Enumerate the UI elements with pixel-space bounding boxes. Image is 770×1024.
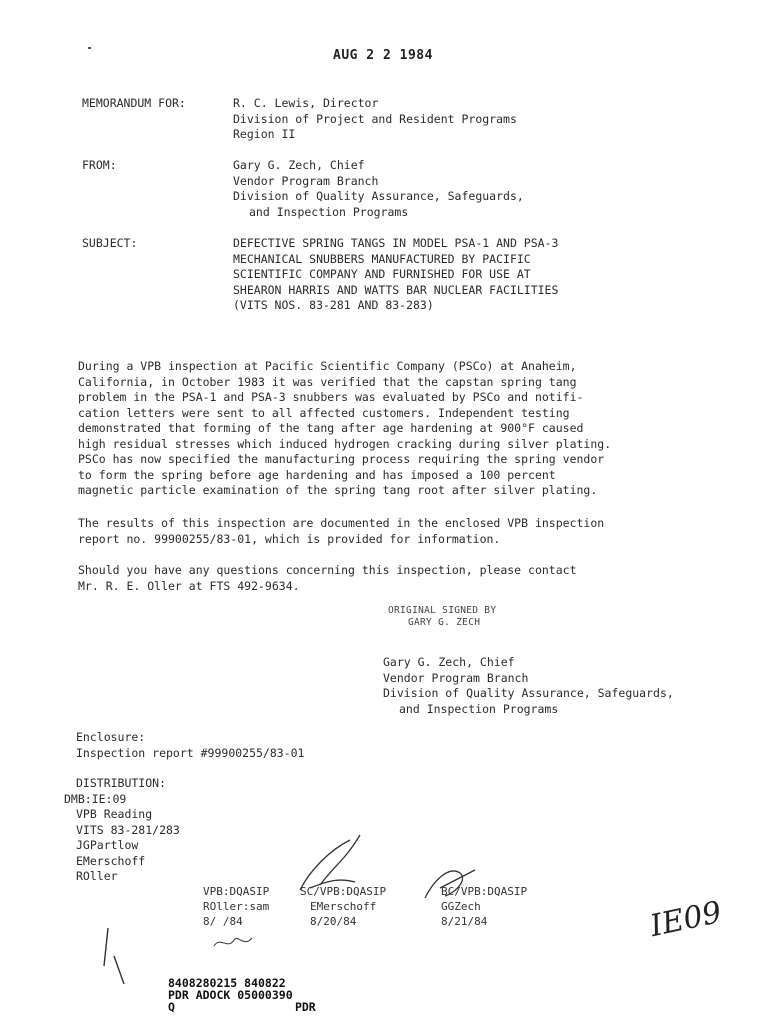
signature-line: Division of Quality Assurance, Safeguards, — [383, 686, 674, 700]
date-stamp: AUG 2 2 1984 — [333, 48, 433, 63]
concurrence-name: ROller:sam — [203, 900, 270, 913]
concurrence-office: BC/VPB:DQASIP — [441, 885, 528, 898]
subject-label: SUBJECT: — [82, 236, 138, 250]
distribution-item: VITS 83-281/283 — [76, 822, 180, 837]
subject-line: SCIENTIFIC COMPANY AND FURNISHED FOR USE AT — [233, 267, 531, 281]
accession-block — [168, 977, 316, 1013]
memo-for-label: MEMORANDUM FOR: — [82, 96, 186, 110]
signature-line: Vendor Program Branch — [383, 670, 529, 685]
body-line: California, in October 1983 it was verified that the capstan spring tang — [78, 374, 577, 389]
initials-scribble-zech — [420, 858, 490, 908]
body-line: Should you have any questions concerning this inspection, please contact — [78, 563, 577, 577]
accession-q: Q — [168, 1000, 175, 1014]
distribution-block — [64, 776, 180, 885]
scan-speck — [88, 47, 91, 49]
concurrence-block — [203, 884, 269, 929]
original-signed-stamp — [388, 605, 496, 629]
from-line: and Inspection Programs — [249, 204, 409, 219]
memo-for-line: R. C. Lewis, Director — [233, 96, 379, 110]
body-line: Mr. R. E. Oller at FTS 492-9634. — [78, 578, 300, 593]
body-line: PSCo has now specified the manufacturing process requiring the spring vendor — [78, 452, 605, 466]
memo-for-line: Region II — [233, 127, 296, 141]
subject-block — [233, 236, 558, 314]
from-line: Division of Quality Assurance, Safeguards, — [233, 189, 524, 203]
accession-pdr: PDR — [294, 1000, 316, 1014]
body-line: demonstrated that forming of the tang after age hardening at 900°F caused — [78, 421, 584, 435]
enclosure-label: Enclosure: — [76, 730, 146, 744]
signature-line: Gary G. Zech, Chief — [383, 655, 515, 669]
subject-line: SHEARON HARRIS AND WATTS BAR NUCLEAR FACILITIES — [233, 282, 559, 297]
concurrence-date: 8/21/84 — [441, 915, 488, 928]
body-line: The results of this inspection are documented in the enclosed VPB inspection — [78, 516, 605, 530]
body-line: During a VPB inspection at Pacific Scientific Company (PSCo) at Anaheim, — [78, 359, 577, 373]
enclosure-block — [76, 730, 304, 761]
accession-line-3 — [168, 1001, 316, 1013]
distribution-item: EMerschoff — [76, 853, 146, 868]
signature-block — [383, 655, 674, 717]
memo-for-line: Division of Project and Resident Programs — [233, 111, 517, 126]
initials-scribble-oller — [210, 932, 260, 954]
body-line: problem in the PSA-1 and PSA-3 snubbers was evaluated by PSCo and notifi- — [78, 390, 584, 404]
margin-check-mark — [96, 926, 136, 986]
accession-line: 8408280215 840822 — [168, 976, 286, 990]
from-line: Gary G. Zech, Chief — [233, 158, 365, 172]
concurrence-date: 8/20/84 — [310, 915, 357, 928]
distribution-item: VPB Reading — [76, 807, 153, 821]
concurrence-name: EMerschoff — [310, 900, 377, 913]
subject-line: DEFECTIVE SPRING TANGS IN MODEL PSA-1 AND PSA-3 — [233, 236, 559, 250]
memo-for-block — [233, 96, 517, 143]
enclosure-text: Inspection report #99900255/83-01 — [76, 745, 305, 760]
signature-line: and Inspection Programs — [399, 701, 559, 716]
body-line: high residual stresses which induced hydrogen cracking during silver plating. — [78, 436, 612, 451]
body-paragraph-2 — [78, 516, 688, 547]
from-block — [233, 158, 524, 220]
from-label: FROM: — [82, 158, 117, 172]
accession-line: PDR ADOCK 05000390 — [168, 988, 293, 1002]
concurrence-office: VPB:DQASIP — [203, 885, 270, 898]
handwritten-file-code: IE09 — [647, 894, 725, 945]
body-paragraph-1 — [78, 359, 688, 499]
body-line: cation letters were sent to all affected customers. Independent testing — [78, 405, 570, 420]
concurrence-office: SC/VPB:DQASIP — [300, 885, 387, 898]
concurrence-date: 8/ /84 — [203, 915, 243, 928]
distribution-item: DMB:IE:09 — [64, 791, 127, 806]
concurrence-name: GGZech — [441, 900, 481, 913]
distribution-item: JGPartlow — [76, 838, 139, 852]
body-line: to form the spring before age hardening and has imposed a 100 percent — [78, 467, 556, 482]
distribution-item: ROller — [76, 869, 118, 883]
body-line: report no. 99900255/83-01, which is provided for information. — [78, 531, 501, 546]
original-signed-line: ORIGINAL SIGNED BY — [388, 605, 497, 616]
original-signed-name: GARY G. ZECH — [408, 617, 481, 628]
subject-line: (VITS NOS. 83-281 AND 83-283) — [233, 298, 434, 312]
from-line: Vendor Program Branch — [233, 173, 379, 188]
distribution-label: DISTRIBUTION: — [76, 776, 167, 790]
body-line: magnetic particle examination of the spring tang root after silver plating. — [78, 483, 598, 497]
initials-scribble-merschoff — [290, 830, 380, 900]
body-paragraph-3 — [78, 563, 688, 594]
subject-line: MECHANICAL SNUBBERS MANUFACTURED BY PACIFIC — [233, 251, 531, 266]
